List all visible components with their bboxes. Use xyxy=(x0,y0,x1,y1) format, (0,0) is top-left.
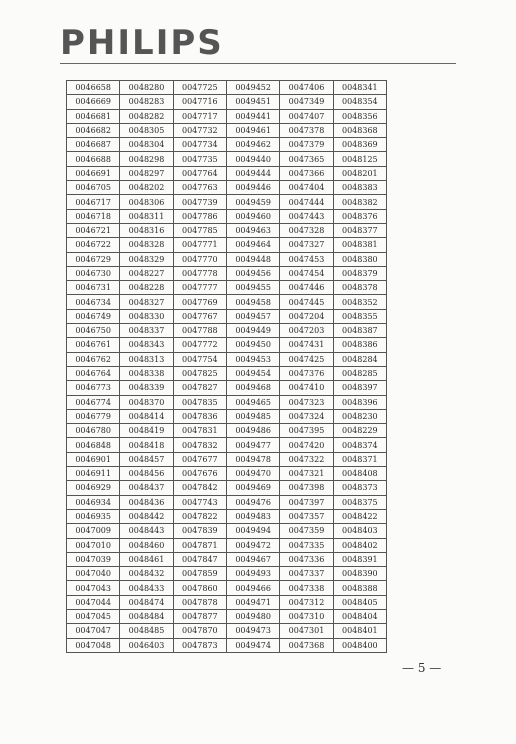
table-cell: 0048383 xyxy=(333,181,386,195)
table-row xyxy=(67,395,387,409)
table-cell: 0047310 xyxy=(280,609,333,623)
table-cell: 0048316 xyxy=(120,223,173,237)
table-cell: 0049441 xyxy=(226,109,279,123)
table-cell: 0047453 xyxy=(280,252,333,266)
table-cell: 0047725 xyxy=(173,81,226,95)
table-cell: 0046731 xyxy=(67,281,120,295)
table-cell: 0048370 xyxy=(120,395,173,409)
table-cell: 0048419 xyxy=(120,424,173,438)
table-cell: 0049459 xyxy=(226,195,279,209)
table-cell: 0047770 xyxy=(173,252,226,266)
table-cell: 0047785 xyxy=(173,223,226,237)
table-cell: 0048386 xyxy=(333,338,386,352)
table-cell: 0047871 xyxy=(173,538,226,552)
table-cell: 0046717 xyxy=(67,195,120,209)
table-cell: 0047323 xyxy=(280,395,333,409)
table-cell: 0048328 xyxy=(120,238,173,252)
table-cell: 0049469 xyxy=(226,481,279,495)
table-cell: 0047395 xyxy=(280,424,333,438)
table-cell: 0046848 xyxy=(67,438,120,452)
table-cell: 0049440 xyxy=(226,152,279,166)
table-cell: 0046403 xyxy=(120,638,173,652)
header-divider xyxy=(60,63,456,64)
table-cell: 0049451 xyxy=(226,95,279,109)
table-cell: 0048337 xyxy=(120,324,173,338)
table-cell: 0046934 xyxy=(67,495,120,509)
table-cell: 0047398 xyxy=(280,481,333,495)
table-row xyxy=(67,352,387,366)
table-cell: 0049450 xyxy=(226,338,279,352)
table-cell: 0047337 xyxy=(280,567,333,581)
table-row xyxy=(67,95,387,109)
table-cell: 0049472 xyxy=(226,538,279,552)
table-cell: 0047040 xyxy=(67,567,120,581)
table-row xyxy=(67,338,387,352)
table-cell: 0046911 xyxy=(67,467,120,481)
table-cell: 0048283 xyxy=(120,95,173,109)
table-cell: 0047734 xyxy=(173,138,226,152)
table-cell: 0047739 xyxy=(173,195,226,209)
table-cell: 0048403 xyxy=(333,524,386,538)
table-cell: 0046669 xyxy=(67,95,120,109)
table-cell: 0048371 xyxy=(333,452,386,466)
table-row xyxy=(67,409,387,423)
table-cell: 0049457 xyxy=(226,309,279,323)
table-row xyxy=(67,581,387,595)
table-row xyxy=(67,609,387,623)
table-row xyxy=(67,238,387,252)
table-cell: 0048457 xyxy=(120,452,173,466)
table-cell: 0048298 xyxy=(120,152,173,166)
table-cell: 0048400 xyxy=(333,638,386,652)
table-row xyxy=(67,552,387,566)
table-cell: 0048297 xyxy=(120,166,173,180)
table-cell: 0047301 xyxy=(280,624,333,638)
table-cell: 0048227 xyxy=(120,266,173,280)
table-cell: 0048485 xyxy=(120,624,173,638)
table-row xyxy=(67,324,387,338)
table-cell: 0049493 xyxy=(226,567,279,581)
table-cell: 0048443 xyxy=(120,524,173,538)
table-cell: 0046764 xyxy=(67,366,120,380)
table-cell: 0049454 xyxy=(226,366,279,380)
table-cell: 0047769 xyxy=(173,295,226,309)
table-cell: 0048414 xyxy=(120,409,173,423)
table-cell: 0047822 xyxy=(173,509,226,523)
table-cell: 0047877 xyxy=(173,609,226,623)
table-cell: 0048408 xyxy=(333,467,386,481)
table-cell: 0048355 xyxy=(333,309,386,323)
table-row xyxy=(67,495,387,509)
table-cell: 0047446 xyxy=(280,281,333,295)
table-cell: 0049494 xyxy=(226,524,279,538)
table-row xyxy=(67,223,387,237)
table-cell: 0048456 xyxy=(120,467,173,481)
table-cell: 0047425 xyxy=(280,352,333,366)
table-cell: 0048397 xyxy=(333,381,386,395)
table-cell: 0049458 xyxy=(226,295,279,309)
table-cell: 0049471 xyxy=(226,595,279,609)
table-cell: 0047859 xyxy=(173,567,226,581)
table-cell: 0049461 xyxy=(226,123,279,137)
table-cell: 0048405 xyxy=(333,595,386,609)
table-cell: 0046658 xyxy=(67,81,120,95)
table-cell: 0049476 xyxy=(226,495,279,509)
table-row xyxy=(67,209,387,223)
table-cell: 0046687 xyxy=(67,138,120,152)
table-cell: 0047431 xyxy=(280,338,333,352)
table-cell: 0049463 xyxy=(226,223,279,237)
table-cell: 0048388 xyxy=(333,581,386,595)
table-cell: 0049465 xyxy=(226,395,279,409)
table-cell: 0047357 xyxy=(280,509,333,523)
table-cell: 0049480 xyxy=(226,609,279,623)
table-cell: 0046734 xyxy=(67,295,120,309)
table-cell: 0048376 xyxy=(333,209,386,223)
table-cell: 0047777 xyxy=(173,281,226,295)
table-cell: 0048484 xyxy=(120,609,173,623)
table-cell: 0047376 xyxy=(280,366,333,380)
table-cell: 0047359 xyxy=(280,524,333,538)
table-cell: 0047788 xyxy=(173,324,226,338)
table-cell: 0048327 xyxy=(120,295,173,309)
table-cell: 0049474 xyxy=(226,638,279,652)
page-number: — 5 — xyxy=(402,661,442,675)
table-cell: 0047835 xyxy=(173,395,226,409)
table-cell: 0049444 xyxy=(226,166,279,180)
table-cell: 0047010 xyxy=(67,538,120,552)
table-cell: 0047045 xyxy=(67,609,120,623)
table-row xyxy=(67,123,387,137)
table-cell: 0048381 xyxy=(333,238,386,252)
table-row xyxy=(67,381,387,395)
table-row xyxy=(67,195,387,209)
table-cell: 0046730 xyxy=(67,266,120,280)
table-cell: 0048382 xyxy=(333,195,386,209)
table-cell: 0047322 xyxy=(280,452,333,466)
table-cell: 0048228 xyxy=(120,281,173,295)
table-row xyxy=(67,638,387,652)
table-cell: 0048433 xyxy=(120,581,173,595)
table-cell: 0047860 xyxy=(173,581,226,595)
table-row xyxy=(67,181,387,195)
table-cell: 0048306 xyxy=(120,195,173,209)
table-cell: 0047324 xyxy=(280,409,333,423)
table-cell: 0046761 xyxy=(67,338,120,352)
table-cell: 0048305 xyxy=(120,123,173,137)
table-cell: 0047842 xyxy=(173,481,226,495)
table-cell: 0047203 xyxy=(280,324,333,338)
table-cell: 0048339 xyxy=(120,381,173,395)
table-cell: 0046929 xyxy=(67,481,120,495)
table-cell: 0048125 xyxy=(333,152,386,166)
table-row xyxy=(67,138,387,152)
table-cell: 0047763 xyxy=(173,181,226,195)
table-cell: 0047312 xyxy=(280,595,333,609)
table-row xyxy=(67,266,387,280)
table-cell: 0048202 xyxy=(120,181,173,195)
table-cell: 0047772 xyxy=(173,338,226,352)
table-cell: 0049466 xyxy=(226,581,279,595)
table-cell: 0048356 xyxy=(333,109,386,123)
table-cell: 0048285 xyxy=(333,366,386,380)
table-cell: 0047732 xyxy=(173,123,226,137)
table-cell: 0046722 xyxy=(67,238,120,252)
table-row xyxy=(67,252,387,266)
table-cell: 0046749 xyxy=(67,309,120,323)
table-cell: 0047404 xyxy=(280,181,333,195)
table-cell: 0047378 xyxy=(280,123,333,137)
table-cell: 0048280 xyxy=(120,81,173,95)
table-cell: 0048402 xyxy=(333,538,386,552)
table-cell: 0048460 xyxy=(120,538,173,552)
table-cell: 0048201 xyxy=(333,166,386,180)
table-row xyxy=(67,438,387,452)
table-cell: 0049468 xyxy=(226,381,279,395)
table-cell: 0047365 xyxy=(280,152,333,166)
table-cell: 0047717 xyxy=(173,109,226,123)
table-cell: 0048391 xyxy=(333,552,386,566)
table-cell: 0047786 xyxy=(173,209,226,223)
table-cell: 0047754 xyxy=(173,352,226,366)
table-cell: 0048343 xyxy=(120,338,173,352)
philips-logo: PHILIPS xyxy=(60,23,224,63)
table-cell: 0047406 xyxy=(280,81,333,95)
table-cell: 0048338 xyxy=(120,366,173,380)
code-table xyxy=(66,80,387,653)
table-row xyxy=(67,595,387,609)
table-cell: 0047677 xyxy=(173,452,226,466)
table-cell: 0047379 xyxy=(280,138,333,152)
table-cell: 0047764 xyxy=(173,166,226,180)
table-cell: 0048369 xyxy=(333,138,386,152)
table-cell: 0047870 xyxy=(173,624,226,638)
table-cell: 0047048 xyxy=(67,638,120,652)
table-cell: 0048432 xyxy=(120,567,173,581)
table-cell: 0046773 xyxy=(67,381,120,395)
table-cell: 0047366 xyxy=(280,166,333,180)
table-cell: 0048375 xyxy=(333,495,386,509)
table-cell: 0048374 xyxy=(333,438,386,452)
table-row xyxy=(67,509,387,523)
table-cell: 0048387 xyxy=(333,324,386,338)
table-cell: 0047336 xyxy=(280,552,333,566)
table-cell: 0047832 xyxy=(173,438,226,452)
table-cell: 0048436 xyxy=(120,495,173,509)
table-cell: 0046935 xyxy=(67,509,120,523)
table-cell: 0047836 xyxy=(173,409,226,423)
table-cell: 0049446 xyxy=(226,181,279,195)
table-cell: 0047831 xyxy=(173,424,226,438)
table-cell: 0048341 xyxy=(333,81,386,95)
table-cell: 0048354 xyxy=(333,95,386,109)
table-cell: 0048474 xyxy=(120,595,173,609)
table-row xyxy=(67,538,387,552)
table-cell: 0046901 xyxy=(67,452,120,466)
table-cell: 0048379 xyxy=(333,266,386,280)
table-cell: 0049462 xyxy=(226,138,279,152)
table-row xyxy=(67,295,387,309)
table-cell: 0048311 xyxy=(120,209,173,223)
table-cell: 0049453 xyxy=(226,352,279,366)
table-cell: 0047349 xyxy=(280,95,333,109)
table-cell: 0048437 xyxy=(120,481,173,495)
table-cell: 0048282 xyxy=(120,109,173,123)
table-row xyxy=(67,166,387,180)
table-cell: 0046691 xyxy=(67,166,120,180)
table-cell: 0049449 xyxy=(226,324,279,338)
table-cell: 0049455 xyxy=(226,281,279,295)
table-cell: 0048461 xyxy=(120,552,173,566)
table-row xyxy=(67,567,387,581)
table-cell: 0048368 xyxy=(333,123,386,137)
table-cell: 0048418 xyxy=(120,438,173,452)
table-cell: 0047735 xyxy=(173,152,226,166)
table-cell: 0048390 xyxy=(333,567,386,581)
table-row xyxy=(67,152,387,166)
table-cell: 0047839 xyxy=(173,524,226,538)
table-cell: 0047454 xyxy=(280,266,333,280)
table-cell: 0047445 xyxy=(280,295,333,309)
table-cell: 0046780 xyxy=(67,424,120,438)
table-cell: 0048377 xyxy=(333,223,386,237)
table-cell: 0048284 xyxy=(333,352,386,366)
table-cell: 0047676 xyxy=(173,467,226,481)
table-cell: 0048442 xyxy=(120,509,173,523)
table-cell: 0047328 xyxy=(280,223,333,237)
table-cell: 0049477 xyxy=(226,438,279,452)
table-row xyxy=(67,624,387,638)
table-cell: 0049456 xyxy=(226,266,279,280)
table-cell: 0047444 xyxy=(280,195,333,209)
table-cell: 0047878 xyxy=(173,595,226,609)
table-cell: 0047047 xyxy=(67,624,120,638)
table-cell: 0048352 xyxy=(333,295,386,309)
table-cell: 0047847 xyxy=(173,552,226,566)
table-cell: 0046750 xyxy=(67,324,120,338)
table-row xyxy=(67,524,387,538)
table-cell: 0049448 xyxy=(226,252,279,266)
table-cell: 0048373 xyxy=(333,481,386,495)
table-cell: 0048404 xyxy=(333,609,386,623)
table-cell: 0048401 xyxy=(333,624,386,638)
table-cell: 0047204 xyxy=(280,309,333,323)
table-cell: 0047743 xyxy=(173,495,226,509)
table-cell: 0046779 xyxy=(67,409,120,423)
table-cell: 0049464 xyxy=(226,238,279,252)
table-cell: 0048229 xyxy=(333,424,386,438)
table-cell: 0047043 xyxy=(67,581,120,595)
table-row xyxy=(67,366,387,380)
table-cell: 0048313 xyxy=(120,352,173,366)
table-cell: 0046682 xyxy=(67,123,120,137)
table-cell: 0047873 xyxy=(173,638,226,652)
table-cell: 0048304 xyxy=(120,138,173,152)
table-cell: 0048230 xyxy=(333,409,386,423)
table-row xyxy=(67,81,387,95)
table-cell: 0049485 xyxy=(226,409,279,423)
table-cell: 0046718 xyxy=(67,209,120,223)
table-cell: 0046729 xyxy=(67,252,120,266)
table-cell: 0048396 xyxy=(333,395,386,409)
table-cell: 0048329 xyxy=(120,252,173,266)
table-cell: 0048378 xyxy=(333,281,386,295)
table-cell: 0046705 xyxy=(67,181,120,195)
table-cell: 0049470 xyxy=(226,467,279,481)
table-cell: 0049452 xyxy=(226,81,279,95)
table-cell: 0047338 xyxy=(280,581,333,595)
table-cell: 0047716 xyxy=(173,95,226,109)
table-cell: 0047044 xyxy=(67,595,120,609)
table-cell: 0046721 xyxy=(67,223,120,237)
table-cell: 0046681 xyxy=(67,109,120,123)
table-cell: 0049483 xyxy=(226,509,279,523)
table-cell: 0047335 xyxy=(280,538,333,552)
table-cell: 0049467 xyxy=(226,552,279,566)
table-cell: 0048380 xyxy=(333,252,386,266)
table-cell: 0047443 xyxy=(280,209,333,223)
table-cell: 0049460 xyxy=(226,209,279,223)
table-cell: 0047420 xyxy=(280,438,333,452)
table-cell: 0048330 xyxy=(120,309,173,323)
table-cell: 0046774 xyxy=(67,395,120,409)
table-row xyxy=(67,481,387,495)
table-cell: 0047397 xyxy=(280,495,333,509)
table-cell: 0047039 xyxy=(67,552,120,566)
table-cell: 0049478 xyxy=(226,452,279,466)
table-cell: 0047327 xyxy=(280,238,333,252)
table-row xyxy=(67,452,387,466)
table-row xyxy=(67,281,387,295)
table-row xyxy=(67,467,387,481)
table-cell: 0047771 xyxy=(173,238,226,252)
table-cell: 0047827 xyxy=(173,381,226,395)
table-row xyxy=(67,309,387,323)
table-cell: 0049473 xyxy=(226,624,279,638)
table-row xyxy=(67,109,387,123)
table-cell: 0047825 xyxy=(173,366,226,380)
table-cell: 0048422 xyxy=(333,509,386,523)
table-cell: 0047767 xyxy=(173,309,226,323)
table-cell: 0047321 xyxy=(280,467,333,481)
table-row xyxy=(67,424,387,438)
table-cell: 0047410 xyxy=(280,381,333,395)
table-cell: 0046762 xyxy=(67,352,120,366)
table-cell: 0046688 xyxy=(67,152,120,166)
table-cell: 0047778 xyxy=(173,266,226,280)
table-cell: 0049486 xyxy=(226,424,279,438)
table-cell: 0047368 xyxy=(280,638,333,652)
table-cell: 0047009 xyxy=(67,524,120,538)
table-cell: 0047407 xyxy=(280,109,333,123)
